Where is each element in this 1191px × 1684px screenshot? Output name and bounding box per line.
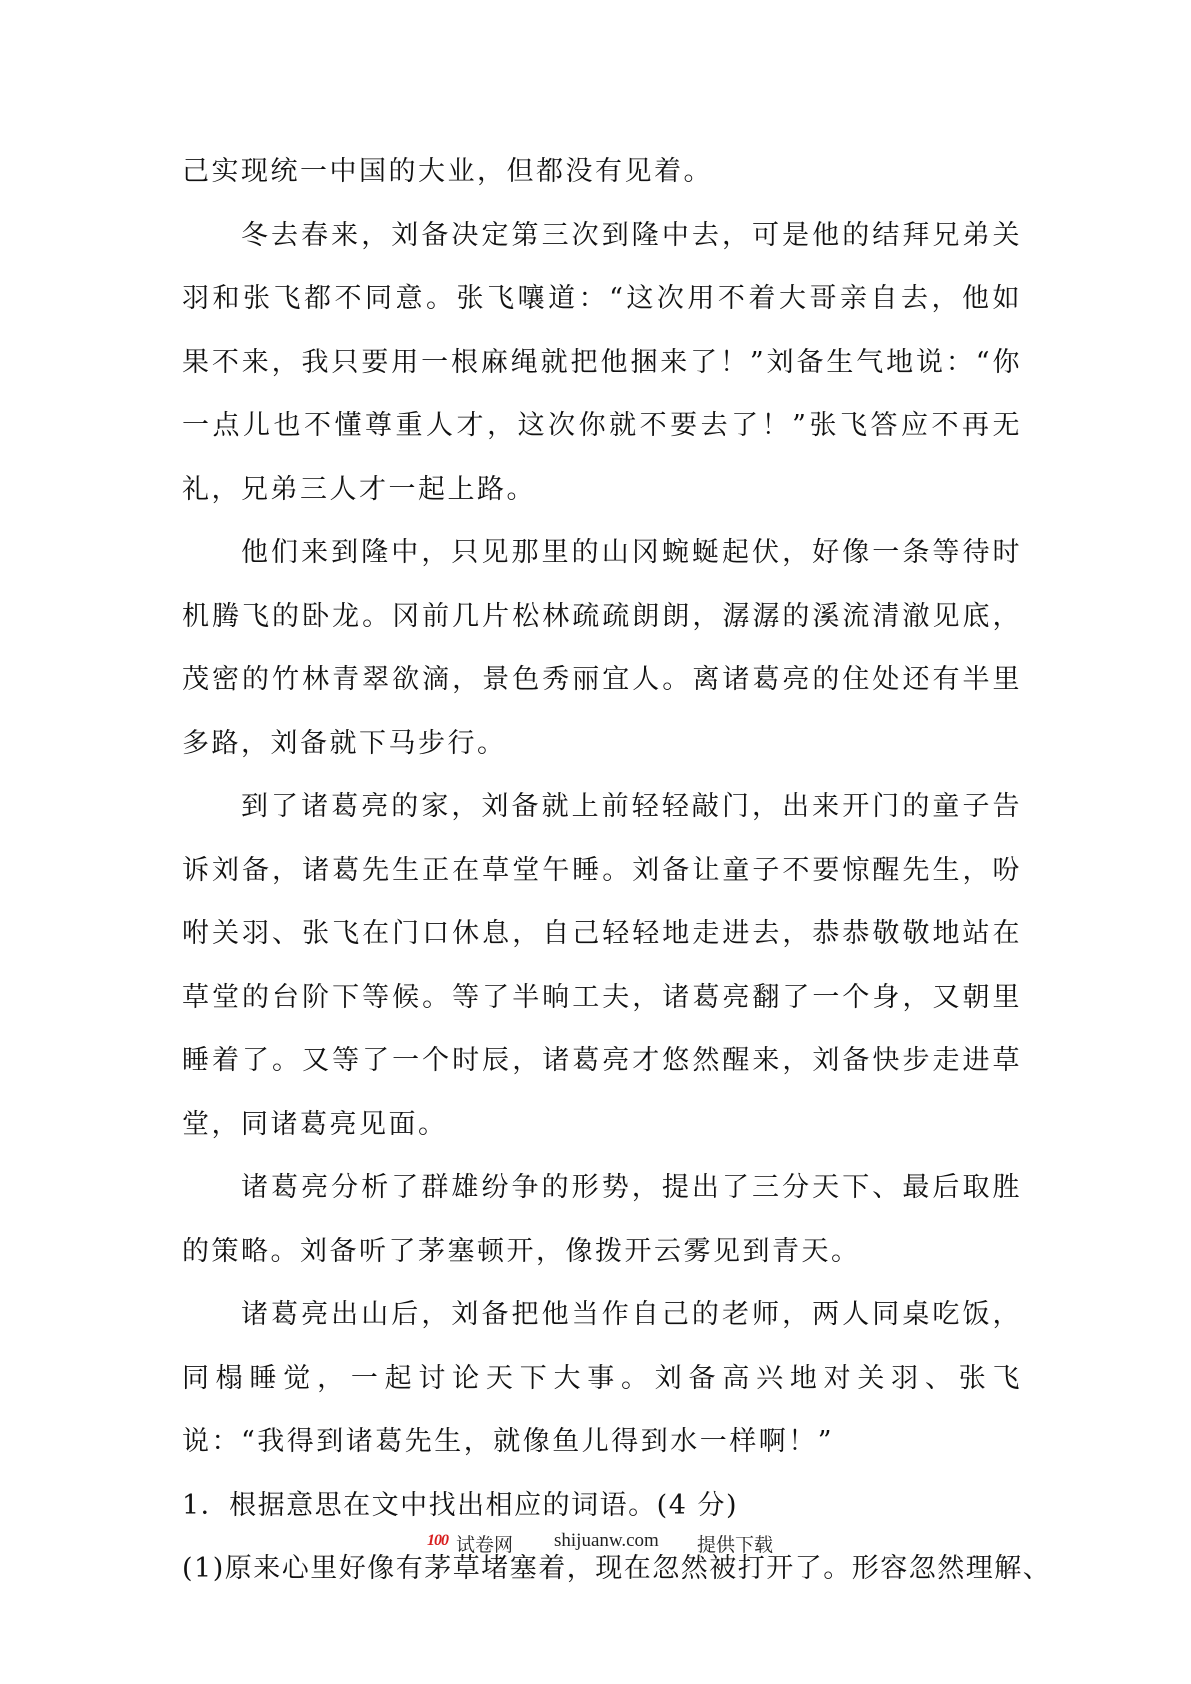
question-1-title: 1．根据意思在文中找出相应的词语。(4 分) — [182, 1489, 739, 1521]
question-1-item-1: (1)原来心里好像有茅草堵塞着，现在忽然被打开了。形容忽然理解、 — [182, 1553, 1052, 1584]
passage-paragraph-2: 冬去春来，刘备决定第三次到隆中去，可是他的结拜兄弟关羽和张飞都不同意。张飞嚷道：“这次用不着大哥亲自去，他如果不来，我只要用一根麻绳就把他捆来了！”刘备生气地说：“你一点儿也不懂尊重人才，这次你就不要去了！”张飞答应不再无礼，兄弟三人才一起上路。 — [182, 219, 1022, 505]
passage-paragraph-3: 他们来到隆中，只见那里的山冈蜿蜒起伏，好像一条等待时机腾飞的卧龙。冈前几片松林疏疏朗朗，潺潺的溪流清澈见底，茂密的竹林青翠欲滴，景色秀丽宜人。离诸葛亮的住处还有半里多路，刘备就下马步行。 — [182, 537, 1022, 759]
passage-paragraph-4: 到了诸葛亮的家，刘备就上前轻轻敲门，出来开门的童子告诉刘备，诸葛先生正在草堂午睡。刘备让童子不要惊醒先生，吩咐关羽、张飞在门口休息，自己轻轻地走进去，恭恭敬敬地站在草堂的台阶下等候。等了半晌工夫，诸葛亮翻了一个身，又朝里睡着了。又等了一个时辰，诸葛亮才悠然醒来，刘备快步走进草堂，同诸葛亮见面。 — [182, 791, 1022, 1140]
footer-brand: 试卷网 — [456, 1535, 514, 1556]
passage-paragraph-5: 诸葛亮分析了群雄纷争的形势，提出了三分天下、最后取胜的策略。刘备听了茅塞顿开，像拨开云雾见到青天。 — [182, 1172, 1022, 1267]
reading-passage — [182, 140, 1052, 1601]
passage-paragraph-6: 诸葛亮出山后，刘备把他当作自己的老师，两人同桌吃饭，同榻睡觉，一起讨论天下大事。刘备高兴地对关羽、张飞说：“我得到诸葛先生，就像鱼儿得到水一样啊！” — [182, 1299, 1022, 1457]
footer-site-url: shijuanw.com — [554, 1530, 659, 1551]
footer-provide-text: 提供下载 — [697, 1535, 774, 1556]
site-logo: 100 — [427, 1532, 448, 1549]
passage-paragraph-1: 己实现统一中国的大业，但都没有见着。 — [182, 156, 713, 187]
page-footer — [0, 1530, 1191, 1566]
